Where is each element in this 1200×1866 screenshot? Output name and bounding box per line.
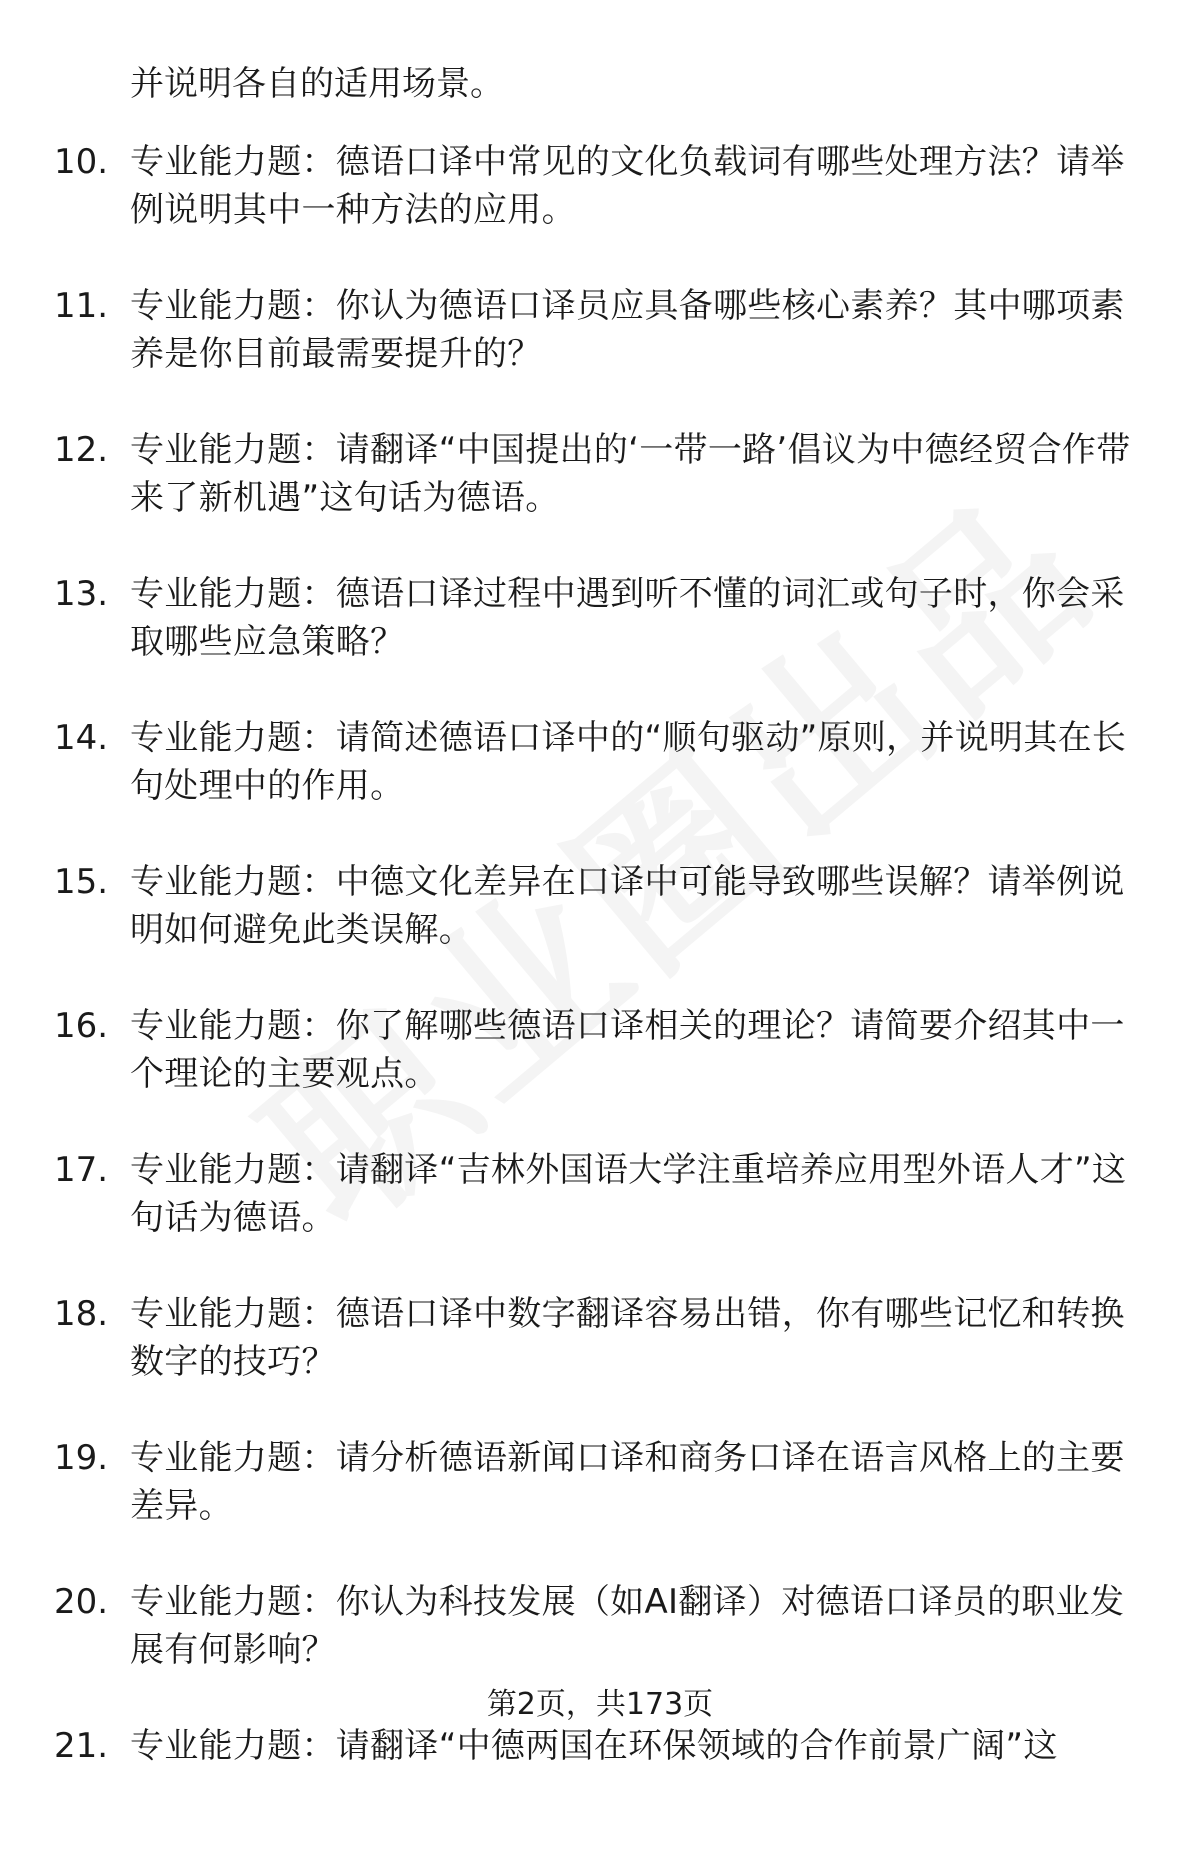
question-item (0, 138, 1200, 282)
question-number: 17. (54, 1150, 109, 1190)
question-text: 专业能力题：德语口译过程中遇到听不懂的词汇或句子时，你会采取哪些应急策略？ (130, 574, 1125, 662)
question-text: 专业能力题：请翻译“中国提出的‘一带一路’倡议为中德经贸合作带来了新机遇”这句话为德语。 (130, 430, 1131, 518)
continuation-text: 并说明各自的适用场景。 (130, 64, 504, 104)
question-number: 19. (54, 1438, 109, 1478)
question-item (0, 858, 1200, 1002)
question-item (0, 426, 1200, 570)
question-item (0, 714, 1200, 858)
question-text: 专业能力题：请翻译“吉林外国语大学注重培养应用型外语人才”这句话为德语。 (130, 1150, 1127, 1238)
question-item (0, 282, 1200, 426)
question-text: 专业能力题：你认为德语口译员应具备哪些核心素养？其中哪项素养是你目前最需要提升的？ (130, 286, 1125, 374)
question-number: 15. (54, 862, 109, 902)
question-text: 专业能力题：德语口译中常见的文化负载词有哪些处理方法？请举例说明其中一种方法的应用。 (130, 142, 1125, 230)
page-footer: 第2页，共173页 (486, 1687, 714, 1722)
question-item (0, 1290, 1200, 1434)
question-number: 18. (54, 1294, 109, 1334)
question-number: 21. (54, 1726, 109, 1766)
question-number: 16. (54, 1006, 109, 1046)
question-text: 专业能力题：你认为科技发展（如AI翻译）对德语口译员的职业发展有何影响？ (130, 1582, 1125, 1670)
question-number: 12. (54, 430, 109, 470)
question-item (0, 570, 1200, 714)
question-text: 专业能力题：请简述德语口译中的“顺句驱动”原则，并说明其在长句处理中的作用。 (130, 718, 1127, 806)
question-number: 14. (54, 718, 109, 758)
question-number: 20. (54, 1582, 109, 1622)
question-text: 专业能力题：请翻译“中德两国在环保领域的合作前景广阔”这 (130, 1726, 1058, 1766)
question-text: 专业能力题：中德文化差异在口译中可能导致哪些误解？请举例说明如何避免此类误解。 (130, 862, 1125, 950)
question-text: 专业能力题：你了解哪些德语口译相关的理论？请简要介绍其中一个理论的主要观点。 (130, 1006, 1125, 1094)
question-item (0, 1002, 1200, 1146)
question-text: 专业能力题：请分析德语新闻口译和商务口译在语言风格上的主要差异。 (130, 1438, 1125, 1526)
question-number: 10. (54, 142, 109, 182)
question-list (0, 138, 1200, 1866)
question-number: 13. (54, 574, 109, 614)
question-number: 11. (54, 286, 109, 326)
question-item (0, 1722, 1200, 1866)
question-text: 专业能力题：德语口译中数字翻译容易出错，你有哪些记忆和转换数字的技巧？ (130, 1294, 1125, 1382)
question-item (0, 1434, 1200, 1578)
question-item (0, 1146, 1200, 1290)
